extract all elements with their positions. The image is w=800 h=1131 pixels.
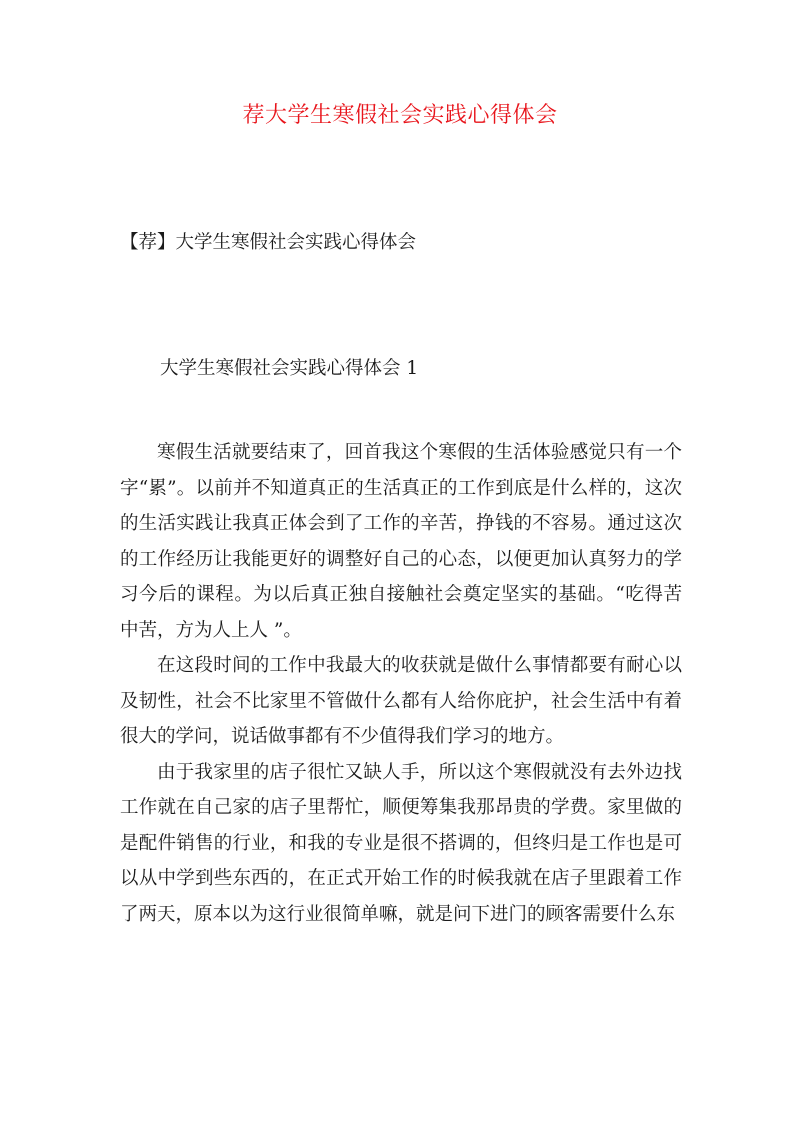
document-body [120,435,682,932]
paragraph: 由于我家里的店子很忙又缺人手，所以这个寒假就没有去外边找工作就在自己家的店子里帮忙，顺便筹集我那昂贵的学费。家里做的是配件销售的行业，和我的专业是很不搭调的，但终归是工作也是可以从中学到些东西的，在正式开始工作的时候我就在店子里跟着工作了两天，原本以为这行业很简单嘛，就是问下进门的顾客需要什么东 [120,761,682,925]
document-heading: 【荐】大学生寒假社会实践心得体会 [120,232,417,253]
paragraph: 在这段时间的工作中我最大的收获就是做什么事情都要有耐心以及韧性，社会不比家里不管做什么都有人给你庇护，社会生活中有着很大的学问，说话做事都有不少值得我们学习的地方。 [120,655,682,747]
section-title: 大学生寒假社会实践心得体会 1 [160,358,419,379]
paragraph: 寒假生活就要结束了，回首我这个寒假的生活体验感觉只有一个字“累”。以前并不知道真正的生活真正的工作到底是什么样的，这次的生活实践让我真正体会到了工作的辛苦，挣钱的不容易。通过这次的工作经历让我能更好的调整好自己的心态，以便更加认真努力的学习今后的课程。为以后真正独自接触社会奠定坚实的基础。“吃得苦中苦，方为人上人 ”。 [120,442,682,641]
document-title: 荐大学生寒假社会实践心得体会 [242,103,558,128]
